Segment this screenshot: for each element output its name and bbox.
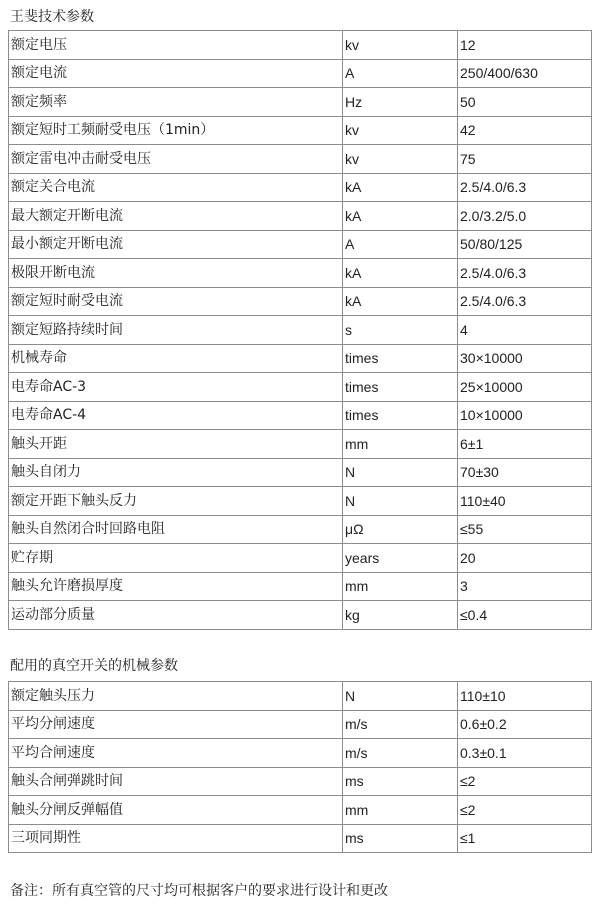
table-row <box>9 202 592 231</box>
value-cell: 75 <box>458 145 592 174</box>
table-row <box>9 682 592 711</box>
unit-cell: kv <box>343 116 458 145</box>
unit-cell: kA <box>343 173 458 202</box>
section-title-tech-params: 王斐技术参数 <box>10 9 94 25</box>
param-cell: 平均分闸速度 <box>9 710 343 739</box>
unit-cell: kv <box>343 31 458 60</box>
param-cell: 额定雷电冲击耐受电压 <box>9 145 343 174</box>
unit-cell: kA <box>343 259 458 288</box>
value-cell: 25×10000 <box>458 373 592 402</box>
unit-cell: mm <box>343 572 458 601</box>
value-cell: 70±30 <box>458 458 592 487</box>
param-cell: 最小额定开断电流 <box>9 230 343 259</box>
unit-cell: kA <box>343 202 458 231</box>
unit-cell: years <box>343 544 458 573</box>
unit-cell: N <box>343 487 458 516</box>
value-cell: 110±40 <box>458 487 592 516</box>
value-cell: 30×10000 <box>458 344 592 373</box>
param-cell: 触头允许磨损厚度 <box>9 572 343 601</box>
value-cell: ≤2 <box>458 796 592 825</box>
param-cell: 贮存期 <box>9 544 343 573</box>
param-cell: 额定短路持续时间 <box>9 316 343 345</box>
param-cell: 额定触头压力 <box>9 682 343 711</box>
table-row <box>9 230 592 259</box>
unit-cell: μΩ <box>343 515 458 544</box>
table-row <box>9 401 592 430</box>
unit-cell: A <box>343 230 458 259</box>
table-row <box>9 487 592 516</box>
unit-cell: s <box>343 316 458 345</box>
value-cell: 2.5/4.0/6.3 <box>458 173 592 202</box>
param-cell: 触头开距 <box>9 430 343 459</box>
param-cell: 极限开断电流 <box>9 259 343 288</box>
table-row <box>9 88 592 117</box>
param-cell: 额定短时耐受电流 <box>9 287 343 316</box>
unit-cell: ms <box>343 767 458 796</box>
value-cell: 6±1 <box>458 430 592 459</box>
value-cell: 20 <box>458 544 592 573</box>
param-cell: 触头分闸反弹幅值 <box>9 796 343 825</box>
unit-cell: N <box>343 458 458 487</box>
table-row <box>9 572 592 601</box>
param-cell: 最大额定开断电流 <box>9 202 343 231</box>
section-title-mechanical-params: 配用的真空开关的机械参数 <box>10 658 178 674</box>
unit-cell: N <box>343 682 458 711</box>
param-cell: 三项同期性 <box>9 824 343 853</box>
table-row <box>9 601 592 630</box>
param-cell: 额定开距下触头反力 <box>9 487 343 516</box>
table-row <box>9 515 592 544</box>
unit-cell: mm <box>343 796 458 825</box>
param-cell: 触头自闭力 <box>9 458 343 487</box>
unit-cell: mm <box>343 430 458 459</box>
param-cell: 触头自然闭合时回路电阻 <box>9 515 343 544</box>
value-cell: 2.5/4.0/6.3 <box>458 287 592 316</box>
value-cell: ≤55 <box>458 515 592 544</box>
value-cell: 0.6±0.2 <box>458 710 592 739</box>
tech-params-table-body <box>9 31 592 630</box>
value-cell: ≤2 <box>458 767 592 796</box>
mechanical-params-table-body <box>9 682 592 853</box>
table-row <box>9 316 592 345</box>
table-row <box>9 739 592 768</box>
unit-cell: kA <box>343 287 458 316</box>
value-cell: 3 <box>458 572 592 601</box>
table-row <box>9 458 592 487</box>
value-cell: 12 <box>458 31 592 60</box>
value-cell: 110±10 <box>458 682 592 711</box>
value-cell: 4 <box>458 316 592 345</box>
param-cell: 额定电压 <box>9 31 343 60</box>
table-row <box>9 145 592 174</box>
table-row <box>9 796 592 825</box>
table-row <box>9 544 592 573</box>
unit-cell: times <box>343 344 458 373</box>
param-cell: 额定关合电流 <box>9 173 343 202</box>
table-row <box>9 287 592 316</box>
table-row <box>9 710 592 739</box>
param-cell: 电寿命AC-3 <box>9 373 343 402</box>
table-row <box>9 59 592 88</box>
param-cell: 运动部分质量 <box>9 601 343 630</box>
table-row <box>9 259 592 288</box>
unit-cell: kg <box>343 601 458 630</box>
unit-cell: kv <box>343 145 458 174</box>
table-row <box>9 373 592 402</box>
param-cell: 机械寿命 <box>9 344 343 373</box>
param-cell: 电寿命AC-4 <box>9 401 343 430</box>
table-row <box>9 824 592 853</box>
value-cell: 42 <box>458 116 592 145</box>
param-cell: 触头合闸弹跳时间 <box>9 767 343 796</box>
value-cell: 50 <box>458 88 592 117</box>
mechanical-params-table <box>8 681 592 853</box>
unit-cell: m/s <box>343 739 458 768</box>
param-cell: 额定短时工频耐受电压（1min） <box>9 116 343 145</box>
unit-cell: times <box>343 373 458 402</box>
value-cell: ≤1 <box>458 824 592 853</box>
value-cell: 0.3±0.1 <box>458 739 592 768</box>
unit-cell: Hz <box>343 88 458 117</box>
param-cell: 额定频率 <box>9 88 343 117</box>
param-cell: 额定电流 <box>9 59 343 88</box>
value-cell: 250/400/630 <box>458 59 592 88</box>
unit-cell: A <box>343 59 458 88</box>
unit-cell: ms <box>343 824 458 853</box>
value-cell: 50/80/125 <box>458 230 592 259</box>
table-row <box>9 430 592 459</box>
unit-cell: times <box>343 401 458 430</box>
table-row <box>9 31 592 60</box>
value-cell: 2.0/3.2/5.0 <box>458 202 592 231</box>
table-row <box>9 344 592 373</box>
table-row <box>9 767 592 796</box>
value-cell: 2.5/4.0/6.3 <box>458 259 592 288</box>
footnote: 备注：所有真空管的尺寸均可根据客户的要求进行设计和更改 <box>10 883 388 899</box>
unit-cell: m/s <box>343 710 458 739</box>
value-cell: 10×10000 <box>458 401 592 430</box>
param-cell: 平均合闸速度 <box>9 739 343 768</box>
table-row <box>9 173 592 202</box>
table-row <box>9 116 592 145</box>
tech-params-table <box>8 30 592 630</box>
value-cell: ≤0.4 <box>458 601 592 630</box>
